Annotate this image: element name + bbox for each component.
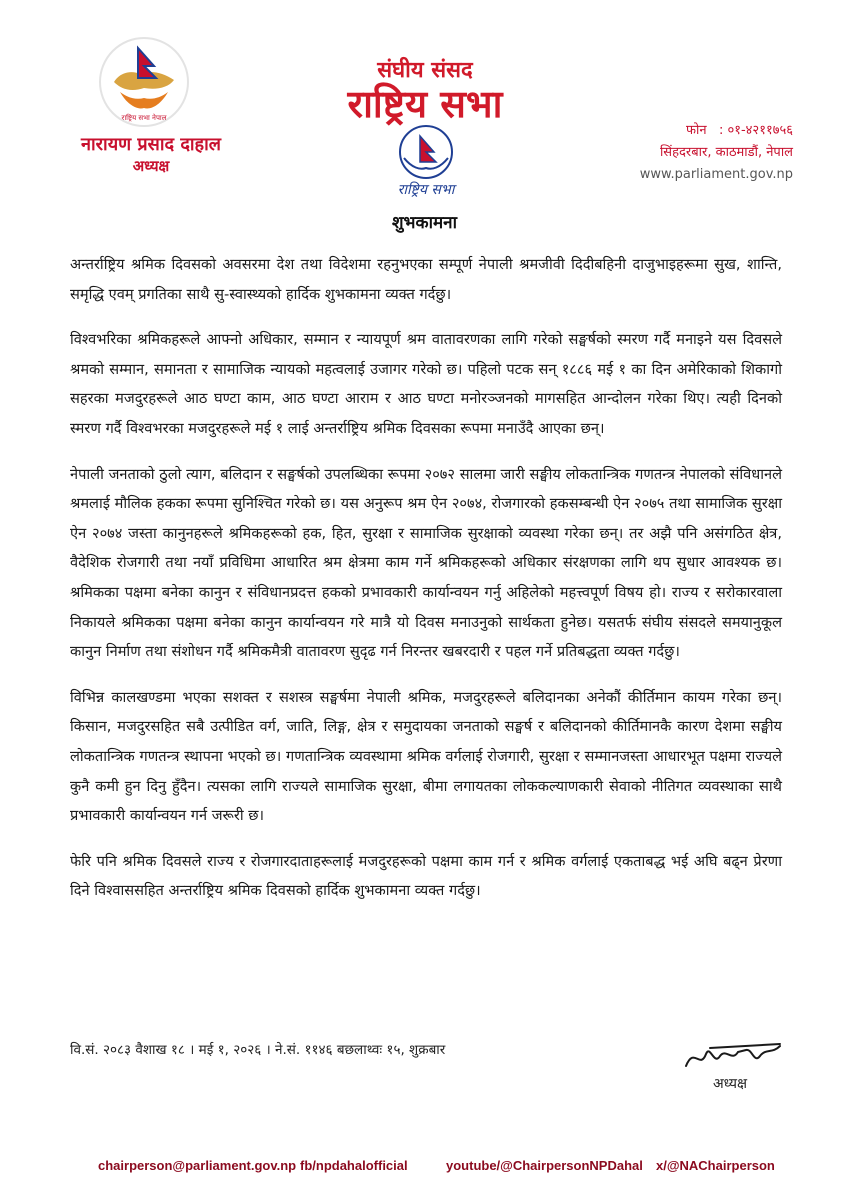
signatory-title: अध्यक्ष xyxy=(712,1076,748,1092)
footer-facebook[interactable]: fb/npdahalofficial xyxy=(300,1158,408,1173)
org-line-2: राष्ट्रिय सभा xyxy=(347,82,503,126)
chairperson-title: अध्यक्ष xyxy=(132,157,170,175)
chairperson-name: नारायण प्रसाद दाहाल xyxy=(81,134,221,155)
national-assembly-emblem xyxy=(376,118,476,202)
org-line-1: संघीय संसद xyxy=(377,58,473,83)
phone-label: फोन xyxy=(685,123,707,138)
website-link[interactable]: www.parliament.gov.np xyxy=(639,167,793,182)
phone-value: : ०१-४२११७५६ xyxy=(718,123,793,138)
paragraph-4: विभिन्न कालखण्डमा भएका सशक्त र सशस्त्र सङ्घर्षमा नेपाली श्रमिक, मजदुरहरूले बलिदानका अनेकौं कीर्तिमान कायम गरेका छन्। किसान, मजदुरसहित सबै उत्पीडित वर्ग, जाति, लिङ्ग, क्षेत्र र समुदायका जनताको सङ्घर्ष र बलिदानको कीर्तिमानकै कारण देशमा सङ्घीय लोकतान्त्रिक गणतन्त्र स्थापना भएको छ। गणतान्त्रिक व्यवस्थामा श्रमिक वर्गलाई रोजगारी, सुरक्षा र सम्मानजस्ता आधारभूत पक्षमा राज्यले कुनै कमी हुन दिनु हुँदैन। त्यसका लागि राज्यले सामाजिक सुरक्षा, बीमा लगायतका लोककल्याणकारी सेवाको नीतिगत व्यवस्थाका साथै प्रभावकारी कार्यान्वयन गर्न जरूरी छ। xyxy=(70,688,782,825)
contact-block xyxy=(533,120,793,186)
footer-youtube[interactable]: youtube/@ChairpersonNPDahal xyxy=(446,1158,643,1173)
document-body xyxy=(70,250,782,922)
footer-bar xyxy=(0,1150,849,1180)
paragraph-2: विश्वभरिका श्रमिकहरूले आफ्नो अधिकार, सम्मान र न्यायपूर्ण श्रम वातावरणका लागि गरेको सङ्घर्षको स्मरण गर्दै मनाइने यस दिवसले श्रमको सम्मान, समानता र सामाजिक न्यायको महत्वलाई उजागर गरेको छ। पहिलो पटक सन् १८८६ मई १ का दिन अमेरिकाको शिकागो सहरका मजदुरहरूले आठ घण्टा काम, आठ घण्टा आराम र आठ घण्टा मनोरञ्जनको मागसहित आन्दोलन गरेका थिए। त्यही दिनको स्मरण गर्दै विश्वभरका मजदुरहरूले मई १ लाई अन्तर्राष्ट्रिय श्रमिक दिवसका रूपमा मनाउँदै आएका छन्। xyxy=(70,331,782,437)
paragraph-5: फेरि पनि श्रमिक दिवसले राज्य र रोजगारदाताहरूलाई मजदुरहरूको पक्षमा काम गर्न र श्रमिक वर्गलाई एकताबद्ध भई अघि बढ्न प्रेरणा दिने विश्वाससहित अन्तर्राष्ट्रिय श्रमिक दिवसको हार्दिक शुभकामना व्यक्त गर्दछु। xyxy=(70,852,782,900)
logo-caption: राष्ट्रिय सभा नेपाल xyxy=(121,114,167,122)
national-assembly-logo xyxy=(98,36,190,128)
footer-email[interactable]: chairperson@parliament.gov.np xyxy=(98,1158,297,1173)
emblem-caption: राष्ट्रिय सभा xyxy=(397,182,455,198)
handwritten-signature xyxy=(680,1036,790,1076)
document-heading: शुभकामना xyxy=(392,213,457,233)
date-line: वि.सं. २०८३ वैशाख १८ । मई १, २०२६ । ने.सं. ११४६ बछलाथ्वः १५, शुक्रबार xyxy=(70,1042,446,1058)
footer-x[interactable]: x/@NAChairperson xyxy=(656,1158,775,1173)
phone-line xyxy=(533,120,793,142)
paragraph-1: अन्तर्राष्ट्रिय श्रमिक दिवसको अवसरमा देश तथा विदेशमा रहनुभएका सम्पूर्ण नेपाली श्रमजीवी दिदीबहिनी दाजुभाइहरूमा सुख, शान्ति, समृद्धि एवम् प्रगतिका साथै सु-स्वास्थ्यको हार्दिक शुभकामना व्यक्त गर्दछु। xyxy=(70,256,782,303)
paragraph-3: नेपाली जनताको ठुलो त्याग, बलिदान र सङ्घर्षको उपलब्धिका रूपमा २०७२ सालमा जारी सङ्घीय लोकतान्त्रिक गणतन्त्र नेपालको संविधानले श्रमलाई मौलिक हकका रूपमा सुनिश्चित गरेको छ। यस अनुरूप श्रम ऐन २०७४, रोजगारको हकसम्बन्धी ऐन २०७५ तथा सामाजिक सुरक्षा ऐन २०७४ जस्ता कानुनहरूले श्रमिकहरूको हक, हित, सुरक्षा र सामाजिक सुरक्षाको व्यवस्था गरेका छन्। तर अझै पनि असंगठित क्षेत्र, वैदेशिक रोजगारी तथा नयाँ प्रविधिमा आधारित श्रम क्षेत्रमा काम गर्ने श्रमिकहरूको अधिकार संरक्षणका लागि थप सुधार आवश्यक छ। श्रमिकका पक्षमा बनेका कानुन र संविधानप्रदत्त हकको प्रभावकारी कार्यान्वयन गर्नु अहिलेको महत्त्वपूर्ण विषय हो। राज्य र सरोकारवाला निकायले श्रमिकका पक्षमा बनेका कानुन कार्यान्वयन गरे मात्रै यो दिवस मनाउनुको सार्थकता हुनेछ। यसतर्फ संघीय संसदले समयानुकूल कानुन निर्माण तथा संशोधन गर्दै श्रमिकमैत्री वातावरण सुदृढ गर्न निरन्तर खबरदारी र पहल गर्ने प्रतिबद्धता व्यक्त गर्दछु। xyxy=(70,465,782,661)
address-line: सिंहदरबार, काठमाडौं, नेपाल xyxy=(659,145,793,160)
